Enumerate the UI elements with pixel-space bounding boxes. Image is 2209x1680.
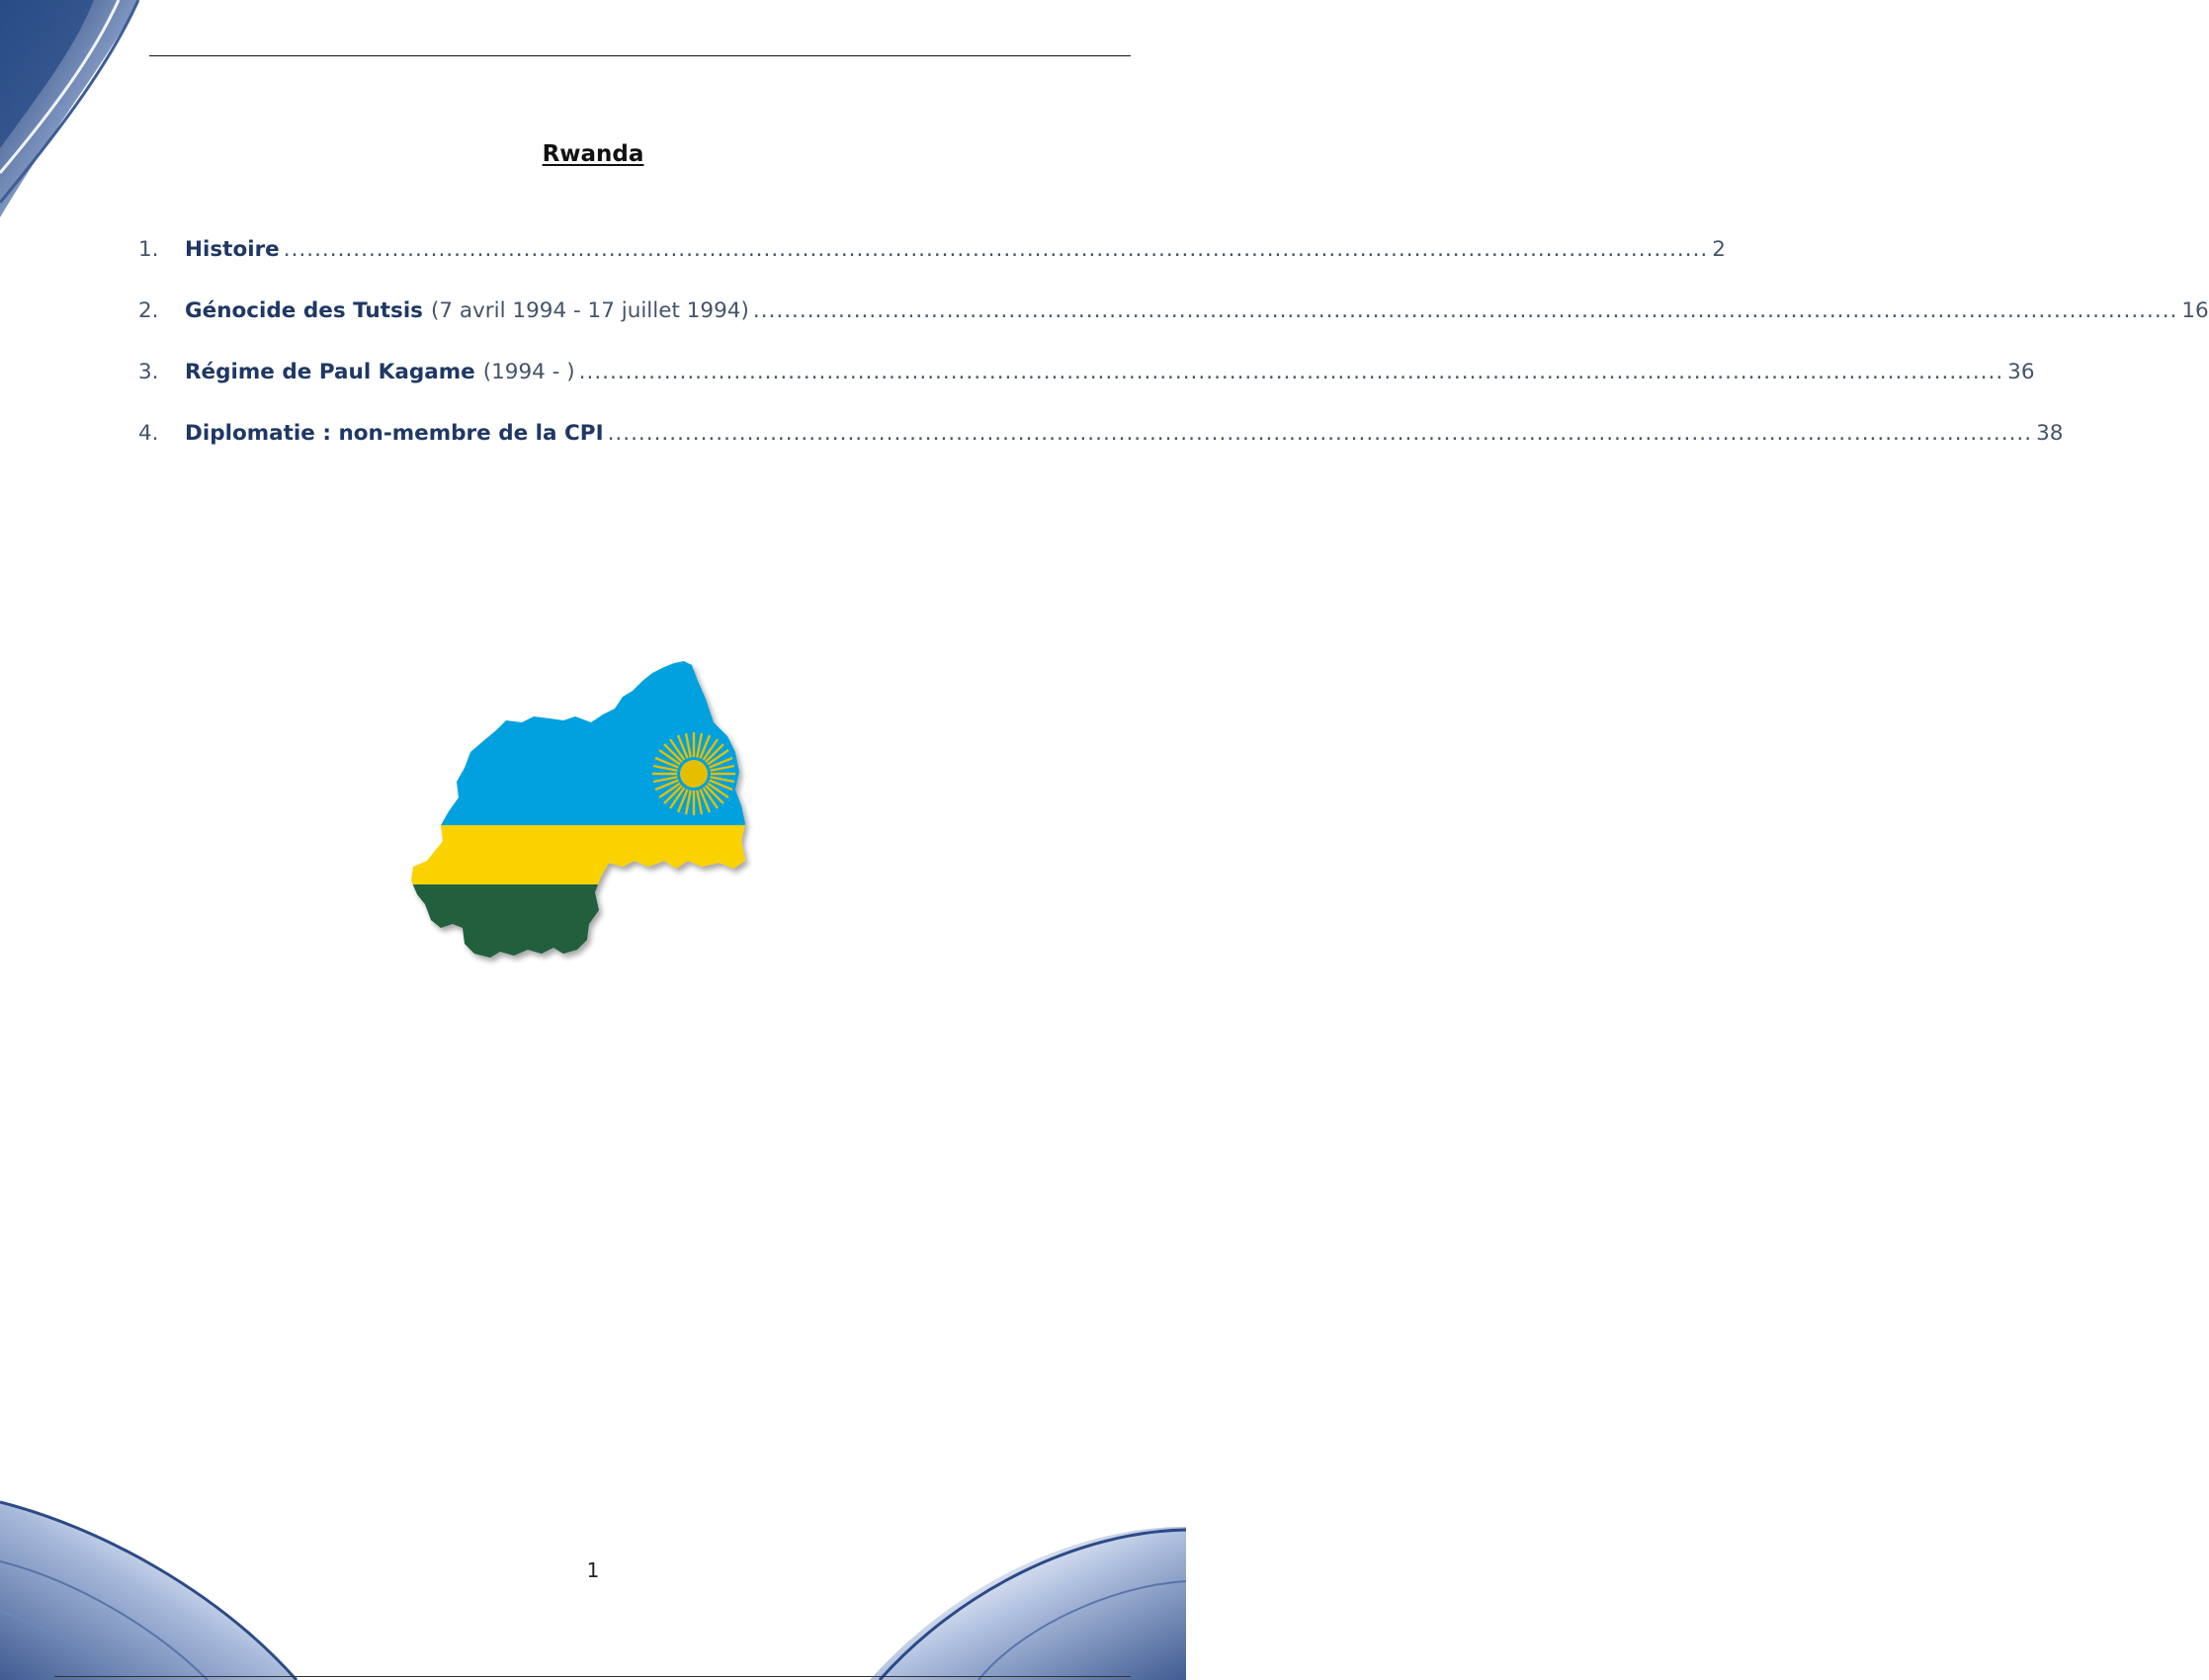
toc-page: 16 bbox=[2181, 298, 2209, 323]
sun-icon bbox=[652, 732, 735, 815]
toc-page: 2 bbox=[1712, 237, 1726, 262]
toc-entry-4[interactable] bbox=[138, 421, 2064, 482]
toc-entry-2[interactable] bbox=[138, 298, 2209, 360]
toc-leader: ........................................................................................................................................................................................ bbox=[752, 298, 2178, 323]
toc-title[interactable]: Diplomatie : non-membre de la CPI bbox=[185, 421, 604, 446]
toc-number: 2. bbox=[138, 298, 159, 323]
footer-rule bbox=[54, 1676, 1131, 1677]
page-number: 1 bbox=[586, 1558, 600, 1582]
table-of-contents bbox=[138, 237, 2209, 482]
document-title: Rwanda bbox=[542, 141, 644, 167]
toc-subtitle: (1994 - ) bbox=[482, 360, 575, 384]
toc-page: 36 bbox=[2007, 360, 2035, 384]
toc-title[interactable]: Régime de Paul Kagame bbox=[185, 360, 475, 384]
toc-page: 38 bbox=[2036, 421, 2064, 446]
toc-leader: ........................................................................................................................................................................................ bbox=[578, 360, 2004, 384]
toc-title[interactable]: Histoire bbox=[185, 237, 280, 262]
header-rule bbox=[149, 55, 1131, 56]
toc-entry-3[interactable] bbox=[138, 360, 2035, 421]
toc-number: 1. bbox=[138, 237, 159, 262]
toc-leader: ........................................................................................................................................................................................ bbox=[283, 237, 1709, 262]
toc-number: 4. bbox=[138, 421, 159, 446]
toc-leader: ........................................................................................................................................................................................ bbox=[607, 421, 2033, 446]
toc-number: 3. bbox=[138, 360, 159, 384]
rwanda-flag-map-icon bbox=[405, 657, 781, 993]
toc-title[interactable]: Génocide des Tutsis bbox=[185, 298, 423, 323]
toc-subtitle: (7 avril 1994 - 17 juillet 1994) bbox=[430, 298, 749, 323]
toc-entry-1[interactable] bbox=[138, 237, 1726, 298]
